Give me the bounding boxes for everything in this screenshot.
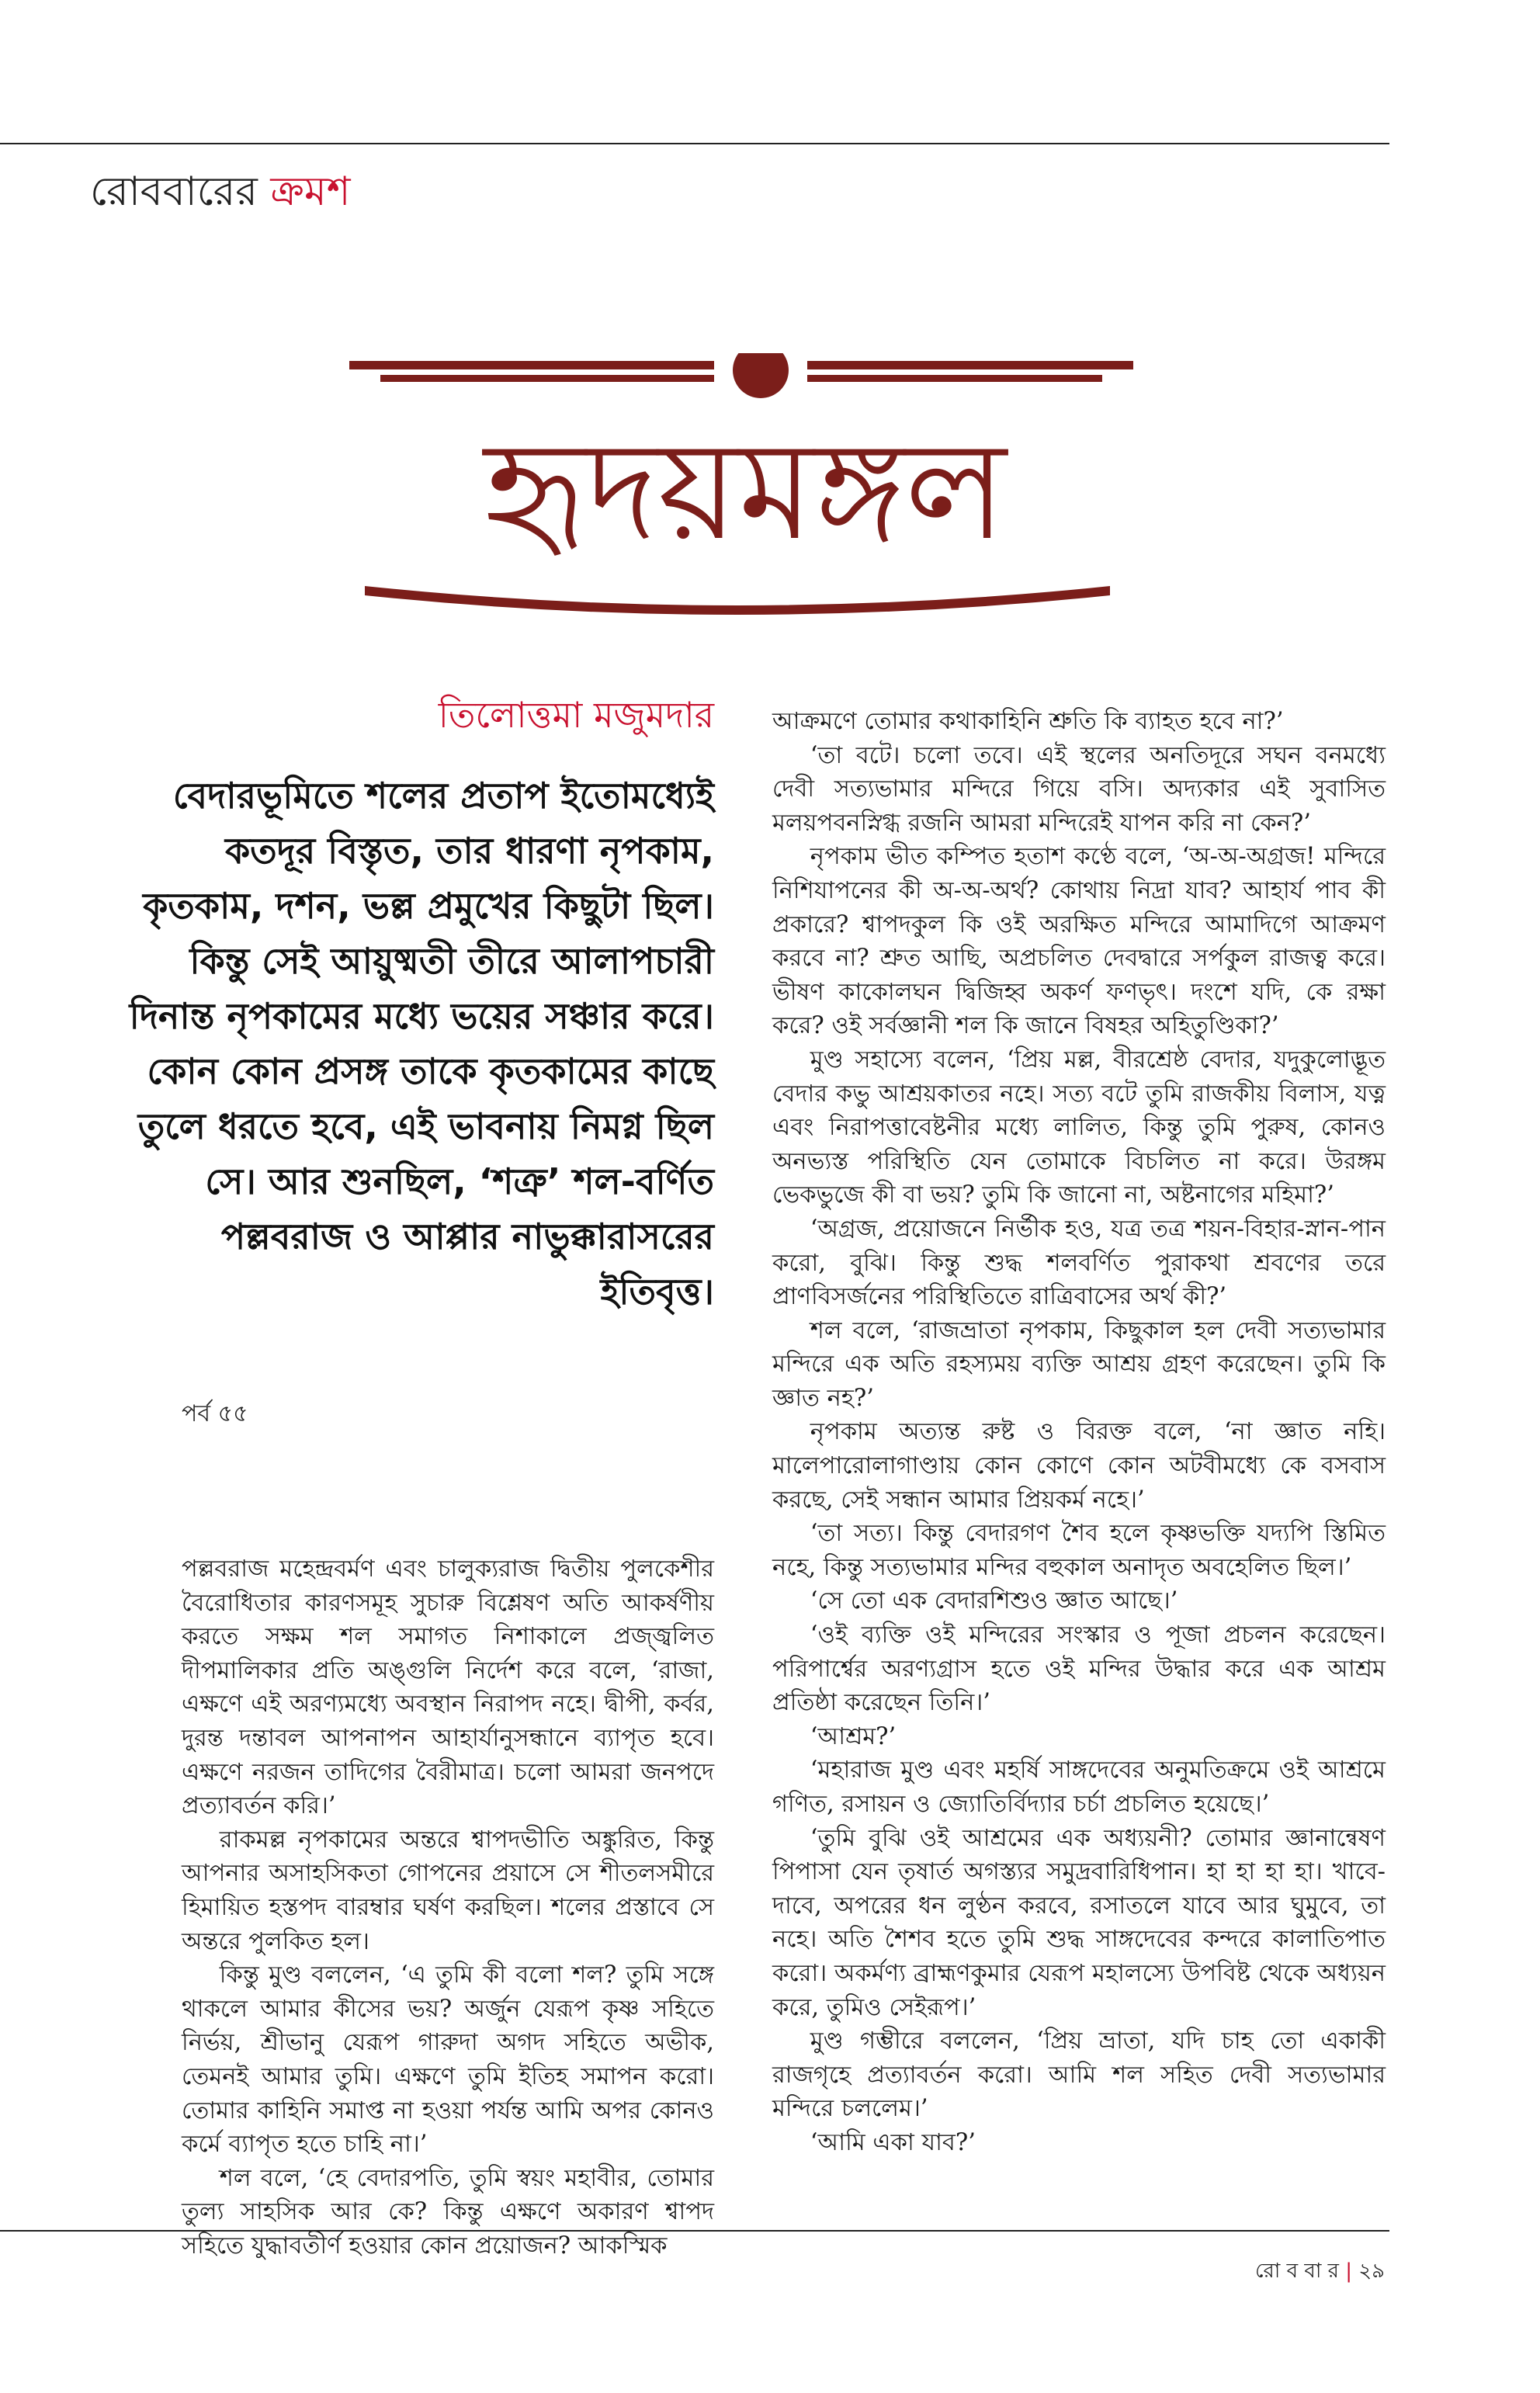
body-column-left [182, 1552, 714, 2263]
paragraph: নৃপকাম ভীত কম্পিত হতাশ কণ্ঠে বলে, ‘অ-অ-অগ্রজ! মন্দিরে নিশিযাপনের কী অ-অ-অর্থ? কোথায় নিদ্রা যাব? আহার্য পাব কী প্রকারে? শ্বাপদকুল কি ওই অরক্ষিত মন্দিরে আমাদিগে আক্রমণ করবে না? শ্রুত আছি, অপ্রচলিত দেবদ্বারে সর্পকুল রাজত্ব করে। ভীষণ কাকোলঘন দ্বিজিহ্ব অকর্ণ ফণভৃৎ। দংশে যদি, কে রক্ষা করে? ওই সর্বজ্ঞানী শল কি জানে বিষহর অহিতুণ্ডিকা?’ [772, 843, 1386, 1040]
paragraph: কিন্তু মুণ্ড বললেন, ‘এ তুমি কী বলো শল? তুমি সঙ্গে থাকলে আমার কীসের ভয়? অর্জুন যেরূপ কৃষ্ণ সহিতে নির্ভয়, শ্রীভানু যেরূপ গারুদা অগদ সহিতে অভীক, তেমনই আমার তুমি। এক্ষণে তুমি ইতিহ সমাপন করো। তোমার কাহিনি সমাপ্ত না হওয়া পর্যন্ত আমি অপর কোনও কর্মে ব্যাপৃত হতে চাহি না।’ [182, 1961, 714, 2159]
paragraph: শল বলে, ‘হে বেদারপতি, তুমি স্বয়ং মহাবীর, তোমার তুল্য সাহসিক আর কে? কিন্তু এক্ষণে অকারণ শ্বাপদ সহিতে যুদ্ধাবতীর্ণ হওয়ার কোন প্রয়োজন? আকস্মিক [182, 2164, 714, 2259]
paragraph: ‘তা বটে। চলো তবে। এই স্থলের অনতিদূরে সঘন বনমধ্যে দেবী সত্যভামার মন্দিরে গিয়ে বসি। অদ্যকার এই সুবাসিত মলয়পবনস্নিগ্ধ রজনি আমরা মন্দিরেই যাপন করি না কেন?’ [772, 741, 1386, 837]
paragraph: মুণ্ড সহাস্যে বলেন, ‘প্রিয় মল্ল, বীরশ্রেষ্ঠ বেদার, যদুকুলোদ্ভূত বেদার কভু আশ্রয়কাতর নহে। সত্য বটে তুমি রাজকীয় বিলাস, যত্ন এবং নিরাপত্তাবেষ্টনীর মধ্যে লালিত, কিন্তু তুমি পুরুষ, কোনও অনভ্যস্ত পরিস্থিতি যেন তোমাকে বিচলিত না করে। উরঙ্গম ভেকভুজে কী বা ভয়? তুমি কি জানো না, অষ্টনাগের মহিমা?’ [772, 1046, 1386, 1209]
logo-top-bar-right-2 [807, 375, 1102, 382]
paragraph: ‘তা সত্য। কিন্তু বেদারগণ শৈব হলে কৃষ্ণভক্তি যদ্যপি স্তিমিত নহে, কিন্তু সত্যভামার মন্দির বহুকাল অনাদৃত অবহেলিত ছিল।’ [772, 1520, 1386, 1581]
page-number: ২৯ [1358, 2259, 1385, 2283]
logo-title: হৃদয়মঙ্গল [484, 411, 1007, 571]
author-name: তিলোত্তমা মজুমদার [438, 694, 714, 736]
paragraph: রাকমল্ল নৃপকামের অন্তরে শ্বাপদভীতি অঙ্কুরিত, কিন্তু আপনার অসাহসিকতা গোপনের প্রয়াসে সে শীতলসমীরে হিমায়িত হস্তপদ বারম্বার ঘর্ষণ করছিল। শলের প্রস্তাবে সে অন্তরে পুলকিত হল। [182, 1826, 714, 1955]
paragraph: শল বলে, ‘রাজভ্রাতা নৃপকাম, কিছুকাল হল দেবী সত্যভামার মন্দিরে এক অতি রহস্যময় ব্যক্তি আশ্রয় গ্রহণ করেছেন। তুমি কি জ্ঞাত নহ?’ [772, 1316, 1386, 1412]
paragraph: পল্লবরাজ মহেন্দ্রবর্মণ এবং চালুক্যরাজ দ্বিতীয় পুলকেশীর বৈরোধিতার কারণসমূহ সুচারু বিশ্লেষণ অতি আকর্ষণীয় করতে সক্ষম শল সমাগত নিশাকালে প্রজ্জ্বলিত দীপমালিকার প্রতি অঙ্গুলি নির্দেশ করে বলে, ‘রাজা, এক্ষণে এই অরণ্যমধ্যে অবস্থান নিরাপদ নহে। দ্বীপী, কর্বর, দুরন্ত দন্তাবল আপনাপন আহার্যানুসন্ধানে ব্যাপৃত হবে। এক্ষণে নরজন তাদিগের বৈরীমাত্র। চলো আমরা জনপদে প্রত্যাবর্তন করি।’ [182, 1555, 714, 1820]
logo-top-bar-left-2 [380, 375, 714, 382]
paragraph: আক্রমণে তোমার কথাকাহিনি শ্রুতি কি ব্যাহত হবে না?’ [772, 708, 1284, 735]
bottom-rule [0, 2230, 1389, 2232]
section-label-highlight: ক্রমশ [270, 168, 351, 215]
paragraph: নৃপকাম অত্যন্ত রুষ্ট ও বিরক্ত বলে, ‘না জ্ঞাত নহি। মালেপারোলাগাণ্ডায় কোন কোণে কোন অটবীমধ্যে কে বসবাস করছে, সেই সন্ধান আমার প্রিয়কর্ম নহে।’ [772, 1418, 1386, 1514]
folio-label: রো ব বা র [1254, 2259, 1339, 2283]
logo-top-bar-right-1 [807, 361, 1133, 369]
paragraph: মুণ্ড গম্ভীরে বললেন, ‘প্রিয় ভ্রাতা, যদি চাহ তো একাকী রাজগৃহে প্রত্যাবর্তন করো। আমি শল সহিত দেবী সত্যভামার মন্দিরে চললেম।’ [772, 2027, 1386, 2123]
logo-dot [733, 353, 789, 398]
section-label-prefix: রোববারের [90, 168, 258, 215]
top-rule [0, 143, 1389, 144]
body-column-right [772, 705, 1386, 2160]
paragraph: ‘মহারাজ মুণ্ড এবং মহর্ষি সাঙ্গদেবের অনুমতিক্রমে ওই আশ্রমে গণিত, রসায়ন ও জ্যোতির্বিদ্যার চর্চা প্রচলিত হয়েছে।’ [772, 1757, 1386, 1818]
paragraph: ‘ওই ব্যক্তি ওই মন্দিরের সংস্কার ও পূজা প্রচলন করেছেন। পরিপার্শ্বের অরণ্যগ্রাস হতে ওই মন্দির উদ্ধার করে এক আশ্রম প্রতিষ্ঠা করেছেন তিনি।’ [772, 1621, 1386, 1717]
paragraph: ‘আশ্রম?’ [810, 1722, 897, 1750]
section-label [90, 165, 351, 219]
episode-number: পর্ব ৫৫ [182, 1400, 248, 1427]
logo-top-bar-left-1 [349, 361, 714, 369]
folio-separator: | [1345, 2259, 1352, 2283]
paragraph: ‘সে তো এক বেদারশিশুও জ্ঞাত আছে।’ [810, 1587, 1178, 1615]
lede-paragraph: বেদারভূমিতে শলের প্রতাপ ইতোমধ্যেই কতদূর বিস্তৃত, তার ধারণা নৃপকাম, কৃতকাম, দশন, ভল্ল প্রমুখের কিছুটা ছিল। কিন্তু সেই আয়ুষ্মতী তীরে আলাপচারী দিনান্ত নৃপকামের মধ্যে ভয়ের সঞ্চার করে। কোন কোন প্রসঙ্গ তাকে কৃতকামের কাছে তুলে ধরতে হবে, এই ভাবনায় নিমগ্ন ছিল সে। আর শুনছিল, ‘শত্রু’ শল-বর্ণিত পল্লবরাজ ও আপ্পার নাভুক্কারাসরের ইতিবৃত্ত। [129, 775, 714, 1313]
folio [1255, 2257, 1385, 2285]
paragraph: ‘অগ্রজ, প্রয়োজনে নির্ভীক হও, যত্র তত্র শয়ন-বিহার-স্নান-পান করো, বুঝি। কিন্তু শুদ্ধ শলবর্ণিত পুরাকথা শ্রবণের তরে প্রাণবিসর্জনের পরিস্থিতিতে রাত্রিবাসের অর্থ কী?’ [772, 1215, 1386, 1311]
logo-base-swash [365, 586, 1110, 615]
paragraph: ‘তুমি বুঝি ওই আশ্রমের এক অধ্যয়নী? তোমার জ্ঞানান্বেষণ পিপাসা যেন তৃষার্ত অগস্ত্যর সমুদ্রবারিধিপান। হা হা হা হা। খাবে-দাবে, অপরের ধন লুণ্ঠন করবে, রসাতলে যাবে আর ঘুমুবে, তা নহে। অতি শৈশব হতে তুমি শুদ্ধ সাঙ্গদেবের কন্দরে কালাতিপাত করো। অকর্মণ্য ব্রাহ্মণকুমার যেরূপ মহালস্যে উপবিষ্ট থেকে অধ্যয়ন করে, তুমিও সেইরূপ।’ [772, 1824, 1386, 2021]
serial-title-logo [334, 353, 1157, 625]
paragraph: ‘আমি একা যাব?’ [810, 2128, 976, 2156]
